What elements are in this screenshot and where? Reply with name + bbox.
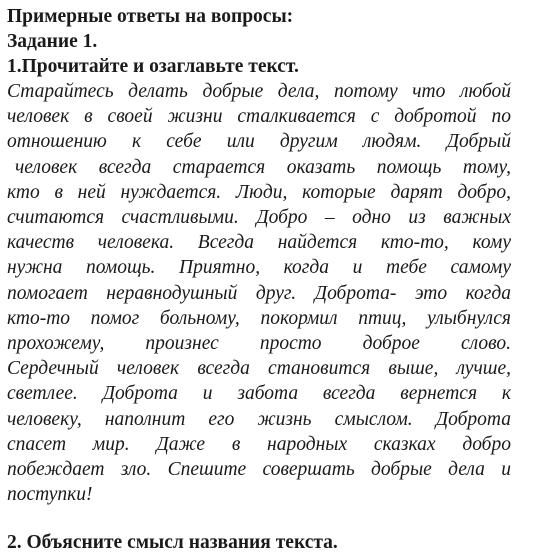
body-line: человек всегда старается оказать помощь тому, [15,156,511,178]
body-line: Старайтесь делать добрые дела, потому что любой [7,81,511,102]
heading-read-and-title: 1.Прочитайте и озаглавьте текст. [7,56,299,77]
heading-sample-answers: Примерные ответы на вопросы: [7,6,294,27]
body-line: кто в ней нуждается. Люди, которые дарят добро, [7,181,511,203]
body-line: побеждает зло. Спешите совершать добрые дела и [7,459,511,481]
body-line: качеств человека. Всегда найдется кто-то, кому [7,232,511,254]
body-line: Сердечный человек всегда становится выше, лучше, [7,358,511,380]
body-paragraph [7,79,511,507]
body-line: отношению к себе или другим людям. Добрый [7,131,511,153]
body-line: прохожему, произнес просто доброе слово. [7,333,511,355]
body-line: светлее. Доброта и забота всегда вернется к [7,383,511,405]
body-line: считаются счастливыми. Добро – одно из важных [7,207,511,229]
body-line: человеку, наполнит его жизнь смыслом. Доброта [7,408,511,430]
body-line: нужна помощь. Приятно, когда и тебе самому [7,257,511,279]
body-line: человек в своей жизни сталкивается с добротой по [7,106,511,128]
body-line: спасет мир. Даже в народных сказках добро [7,433,511,455]
cut-off-next-question: 2. Объясните смысл названия текста. [7,532,338,553]
document-page [7,4,511,507]
body-line: поступки! [7,484,93,506]
body-line: кто-то помог больному, покормил птиц, улыбнулся [7,307,511,329]
heading-task-1: Задание 1. [7,31,98,52]
body-line: помогает неравнодушный друг. Доброта- это когда [7,282,511,304]
